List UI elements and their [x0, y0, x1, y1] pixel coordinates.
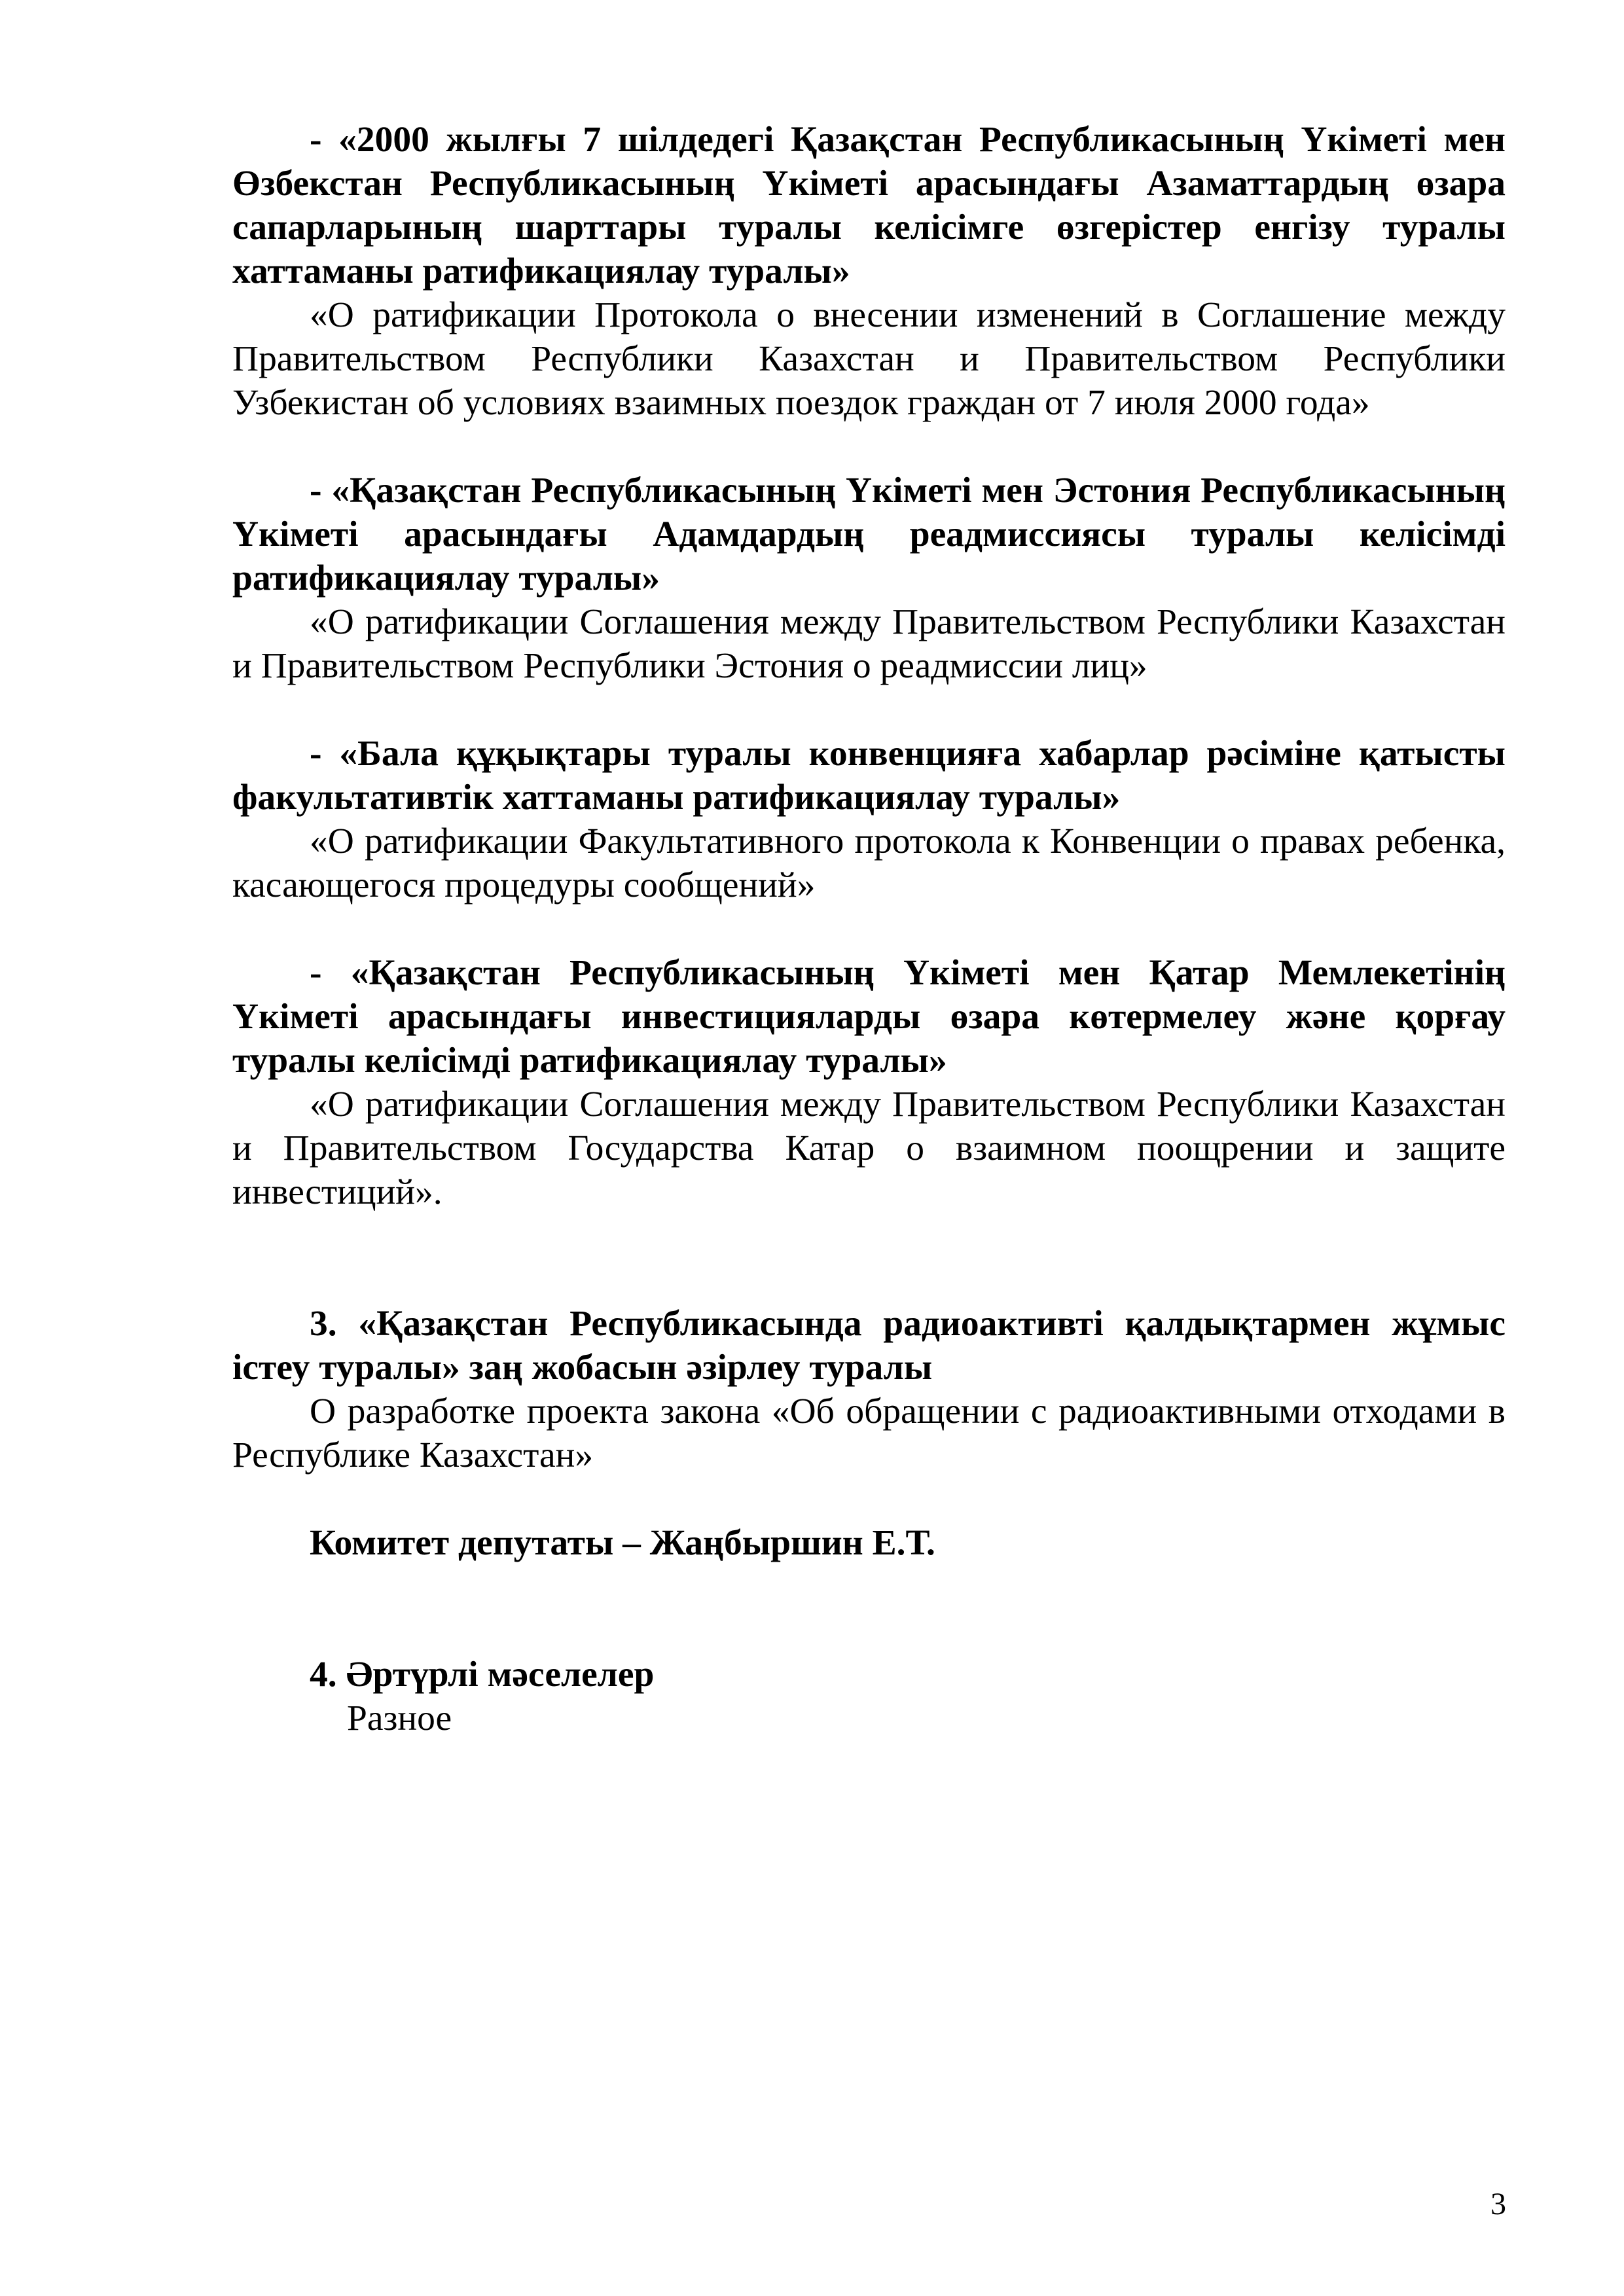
- agenda-item-title-ru: «О ратификации Протокола о внесении изменений в Соглашение между Правительством Республики Казахстан и Правительством Республики Узбекистан об условиях взаимных поездок граждан от 7 июля 2000 года»: [232, 295, 1506, 423]
- agenda-item-title-ru: «О ратификации Соглашения между Правительством Республики Казахстан и Правительством Государства Катар о взаимном поощрении и защите инвестиций».: [232, 1085, 1506, 1212]
- agenda-item-uzbekistan: [232, 118, 1506, 425]
- section-4-title-ru: Разное: [347, 1698, 452, 1738]
- agenda-item-title-kz: - «Бала құқықтары туралы конвенцияға хабарлар рәсіміне қатысты факультативтік хаттаманы ратификациялау туралы»: [232, 734, 1506, 817]
- section-3-title-ru: О разработке проекта закона «Об обращении с радиоактивными отходами в Республике Казахстан»: [232, 1391, 1506, 1475]
- agenda-item-title-kz: - «2000 жылғы 7 шілдедегі Қазақстан Республикасының Үкіметі мен Өзбекстан Республикасының Үкіметі арасындағы Азаматтардың өзара сапарларының шарттары туралы келісімге өзгерістер енгізу туралы хаттаманы ратификациялау туралы»: [232, 120, 1506, 291]
- agenda-item-title-kz: - «Қазақстан Республикасының Үкіметі мен Эстония Республикасының Үкіметі арасындағы Адамдардың реадмиссиясы туралы келісімді ратификациялау туралы»: [232, 471, 1506, 598]
- document-body: [232, 118, 1506, 1740]
- speaker-line: Комитет депутаты – Жаңбыршин Е.Т.: [310, 1523, 935, 1563]
- section-4-miscellaneous: [232, 1653, 1506, 1740]
- agenda-item-title-kz: - «Қазақстан Республикасының Үкіметі мен Қатар Мемлекетінің Үкіметі арасындағы инвестицияларды өзара көтермелеу және қорғау туралы келісімді ратификациялау туралы»: [232, 953, 1506, 1081]
- agenda-item-qatar: [232, 951, 1506, 1214]
- page-number: 3: [1490, 2187, 1506, 2221]
- agenda-item-child-rights: [232, 732, 1506, 907]
- section-3-title-kz: 3. «Қазақстан Республикасында радиоактивті қалдықтармен жұмыс істеу туралы» заң жобасын әзірлеу туралы: [232, 1304, 1506, 1388]
- agenda-item-title-ru: «О ратификации Соглашения между Правительством Республики Казахстан и Правительством Республики Эстония о реадмиссии лиц»: [232, 602, 1506, 686]
- section-3-radioactive-waste: [232, 1302, 1506, 1477]
- agenda-item-estonia: [232, 469, 1506, 688]
- section-4-title-kz: 4. Әртүрлі мәселелер: [310, 1655, 655, 1695]
- agenda-item-title-ru: «О ратификации Факультативного протокола к Конвенции о правах ребенка, касающегося процедуры сообщений»: [232, 821, 1506, 905]
